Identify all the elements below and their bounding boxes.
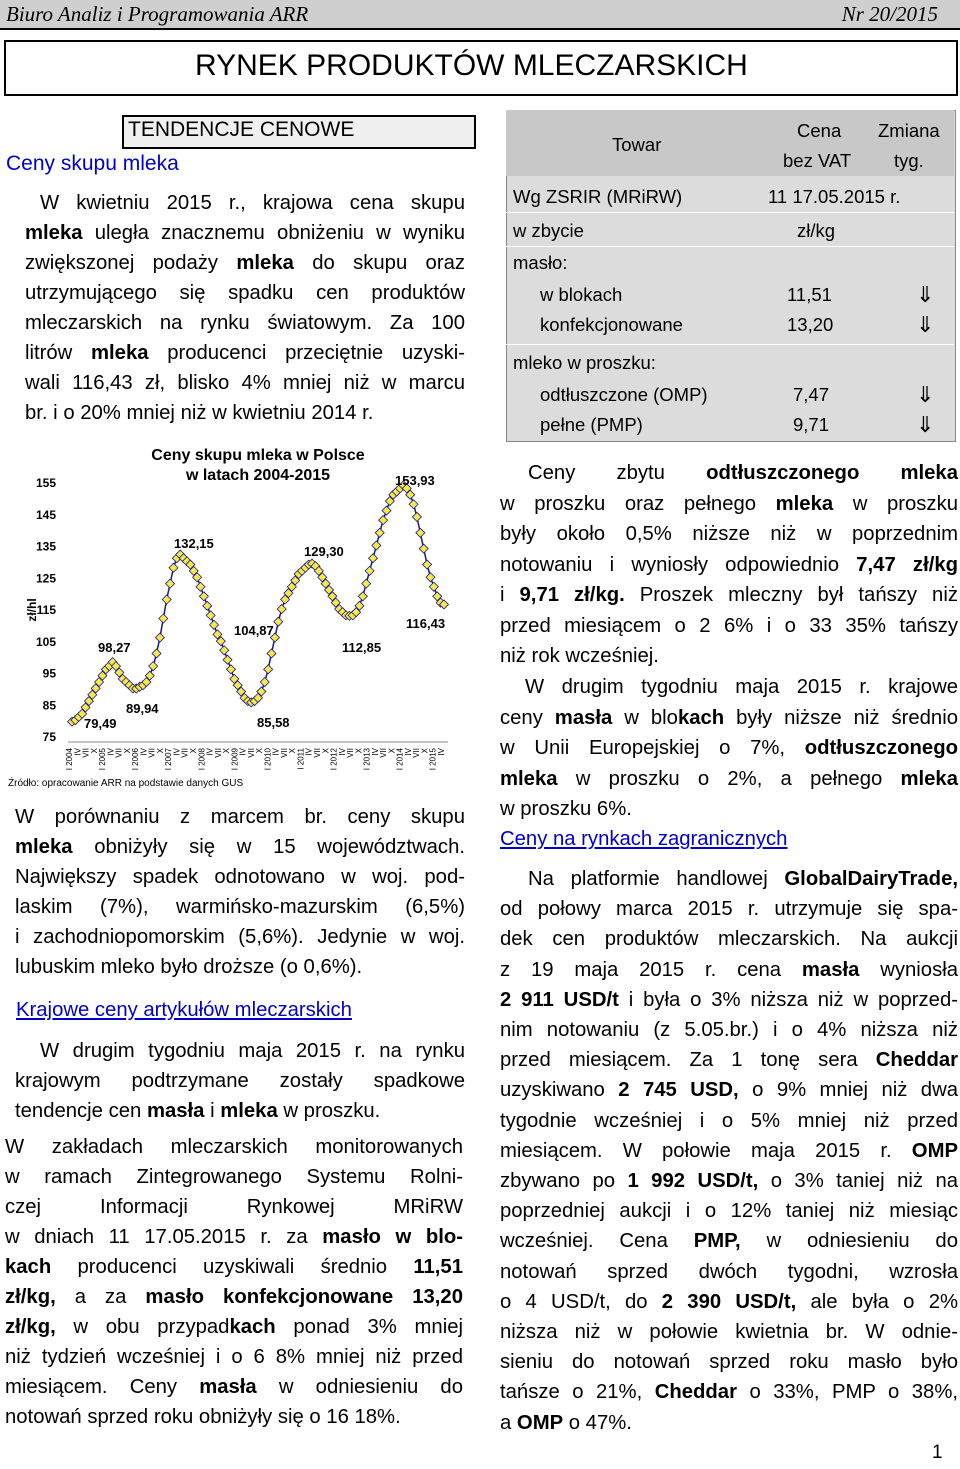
data-label: 98,27 bbox=[98, 640, 131, 655]
data-label: 132,15 bbox=[174, 536, 214, 551]
data-point bbox=[423, 560, 432, 569]
text-line: mleka w proszku o 2%, a pełnego mleka bbox=[500, 767, 958, 790]
row-value: 9,71 bbox=[793, 414, 830, 435]
y-tick-label: 85 bbox=[42, 698, 56, 713]
text-line: zwiększonej podaży mleka do skupu oraz bbox=[25, 252, 465, 274]
text-line: miesiącem. Ceny masła w odniesieniu do bbox=[5, 1376, 463, 1398]
data-point bbox=[274, 617, 283, 626]
divider bbox=[506, 246, 954, 247]
text-line: miesiącem. W połowie maja 2015 r. OMP bbox=[500, 1139, 958, 1162]
y-tick-label: 105 bbox=[35, 634, 56, 649]
text-line: Największy spadek odnotowano w woj. pod- bbox=[15, 866, 465, 888]
text-line: laskim (7%), warmińsko-mazurskim (6,5%) bbox=[15, 896, 465, 918]
text-line: z 19 maja 2015 r. cena masła wyniosła bbox=[500, 958, 958, 981]
col-cena: Cena bbox=[797, 120, 842, 141]
x-tick-label: VII bbox=[246, 748, 256, 758]
data-point bbox=[203, 601, 212, 610]
data-point bbox=[379, 516, 388, 525]
x-tick-label: IV bbox=[238, 748, 248, 756]
text-line: notowań sprzed dwóch tygodni, wzrosła bbox=[500, 1260, 958, 1283]
col-zmiana: Zmiana bbox=[878, 120, 940, 141]
text-line: krajowym podtrzymane zostały spadkowe bbox=[15, 1070, 465, 1092]
row-label: pełne (PMP) bbox=[540, 414, 643, 435]
x-tick-label: X bbox=[387, 748, 397, 754]
data-point bbox=[267, 649, 276, 658]
x-tick-label: X bbox=[255, 748, 265, 754]
text-line: Ceny zbytu odtłuszczonego mleka bbox=[528, 462, 958, 484]
text-line: w Unii Europejskiej o 7%, odtłuszczonego bbox=[500, 737, 958, 759]
text-line: ceny masła w blokach były niższe niż średnio bbox=[500, 706, 958, 729]
text-line: W zakładach mleczarskich monitorowanych bbox=[5, 1136, 463, 1158]
data-point bbox=[375, 528, 384, 537]
x-tick-label: VII bbox=[379, 748, 389, 758]
x-tick-label: IV bbox=[172, 748, 182, 756]
x-tick-label: IV bbox=[337, 748, 347, 756]
row-value: 7,47 bbox=[793, 384, 830, 405]
text-line: niż tydzień wcześniej i o 6 8% mniej niż przed bbox=[5, 1346, 463, 1368]
text-line: a OMP o 47%. bbox=[500, 1411, 632, 1434]
text-line: W porównaniu z marcem br. ceny skupu bbox=[15, 806, 465, 828]
x-tick-label: I 2009 bbox=[230, 748, 240, 771]
group-butter: masło: bbox=[513, 252, 568, 273]
data-label: 116,43 bbox=[406, 616, 446, 631]
data-point bbox=[223, 655, 232, 664]
text-line: litrów mleka producenci przeciętnie uzyski- bbox=[25, 342, 465, 364]
x-tick-label: I 2015 bbox=[428, 748, 438, 771]
down-arrow-icon: ⇓ bbox=[916, 382, 935, 407]
x-tick-label: X bbox=[155, 748, 165, 754]
data-point bbox=[260, 678, 269, 687]
data-label: 153,93 bbox=[395, 473, 435, 488]
text-line: 2 911 USD/t i była o 3% niższa niż w poprzed- bbox=[500, 988, 958, 1011]
banner-title: RYNEK PRODUKTÓW MLECZARSKICH bbox=[195, 49, 748, 82]
x-tick-label: X bbox=[420, 748, 430, 754]
x-tick-label: VII bbox=[412, 748, 422, 758]
header-right: Nr 20/2015 bbox=[841, 2, 938, 26]
x-tick-label: VII bbox=[147, 748, 157, 758]
chart-source: Źródło: opracowanie ARR na podstawie danych GUS bbox=[8, 778, 244, 789]
y-tick-label: 155 bbox=[35, 476, 56, 490]
text-line: zbywano po 1 992 USD/t, o 3% taniej niż na bbox=[500, 1170, 958, 1192]
header-left: Biuro Analiz i Programowania ARR bbox=[6, 2, 309, 26]
x-tick-label: IV bbox=[304, 748, 314, 756]
text-line: poprzedniej aukcji i o 12% taniej niż miesiąc bbox=[500, 1200, 958, 1223]
data-point bbox=[220, 646, 229, 655]
x-tick-label: VII bbox=[81, 748, 91, 758]
text-line: W drugim tygodniu maja 2015 r. krajowe bbox=[525, 676, 958, 698]
heading-foreign: Ceny na rynkach zagranicznych bbox=[500, 828, 788, 850]
row-value: 13,20 bbox=[787, 314, 834, 335]
running-header bbox=[0, 0, 960, 30]
data-point bbox=[429, 582, 438, 591]
text-line: i zachodniopomorskim (5,6%). Jedynie w woj. bbox=[15, 926, 465, 948]
data-label: 129,30 bbox=[304, 544, 344, 559]
table-date: 11 17.05.2015 r. bbox=[768, 186, 901, 207]
text-line: przed miesiącem o 2 6% i o 33 35% tańszy bbox=[500, 614, 958, 637]
text-line: utrzymującego się spadku cen produktów bbox=[25, 282, 465, 304]
text-line: tygodnie wcześniej i o 5% mniej niż przed bbox=[500, 1109, 958, 1132]
x-tick-label: VII bbox=[279, 748, 289, 758]
text-line: W drugim tygodniu maja 2015 r. na rynku bbox=[40, 1040, 465, 1062]
text-line: zł/kg, w obu przypadkach ponad 3% mniej bbox=[5, 1316, 463, 1338]
text-line: wcześniej. Cena PMP, w odniesieniu do bbox=[500, 1230, 958, 1253]
page-number: 1 bbox=[932, 1442, 943, 1463]
x-tick-label: X bbox=[354, 748, 364, 754]
y-tick-label: 115 bbox=[36, 603, 56, 617]
data-point bbox=[196, 582, 205, 591]
x-tick-label: I 2010 bbox=[263, 748, 273, 771]
text-line: niższa niż w połowie kwietnia br. W odnie- bbox=[500, 1321, 958, 1343]
x-tick-label: VII bbox=[346, 748, 356, 758]
x-tick-label: IV bbox=[73, 748, 83, 756]
divider bbox=[506, 344, 954, 345]
text-line: w ramach Zintegrowanego Systemu Rolni- bbox=[5, 1166, 463, 1188]
x-tick-label: IV bbox=[205, 748, 215, 756]
x-tick-label: I 2014 bbox=[395, 748, 405, 771]
data-label: 104,87 bbox=[234, 623, 274, 638]
y-tick-label: 125 bbox=[35, 571, 56, 586]
x-tick-label: X bbox=[189, 748, 198, 754]
col-towar: Towar bbox=[612, 134, 662, 155]
text-line: zł/kg, a za masło konfekcjonowane 13,20 bbox=[5, 1286, 463, 1308]
text-line: czej Informacji Rynkowej MRiRW bbox=[5, 1196, 463, 1218]
data-point bbox=[162, 595, 171, 604]
x-tick-label: I 2013 bbox=[362, 748, 372, 771]
x-tick-label: I 2012 bbox=[329, 748, 339, 771]
y-tick-label: 95 bbox=[42, 666, 56, 681]
text-line: tendencje cen masła i mleka w proszku. bbox=[15, 1100, 381, 1122]
text-line: W kwietniu 2015 r., krajowa cena skupu bbox=[40, 192, 465, 214]
x-tick-label: VII bbox=[180, 748, 190, 758]
divider bbox=[506, 212, 954, 213]
y-tick-label: 135 bbox=[35, 539, 56, 554]
text-line: mleka uległa znacznemu obniżeniu w wyniku bbox=[25, 222, 465, 244]
data-label: 89,94 bbox=[126, 701, 159, 716]
chart-title: Ceny skupu mleka w Polsce bbox=[151, 447, 365, 464]
x-tick-label: IV bbox=[106, 748, 116, 756]
heading-domestic: Krajowe ceny artykułów mleczarskich bbox=[16, 999, 352, 1021]
data-point bbox=[210, 620, 219, 629]
x-tick-label: VII bbox=[313, 748, 322, 758]
text-line: mleka obniżyły się w 15 województwach. bbox=[15, 836, 465, 858]
text-line: były około 0,5% niższe niż w poprzednim bbox=[500, 523, 958, 545]
heading-milk: Ceny skupu mleka bbox=[6, 152, 179, 175]
text-line: i 9,71 zł/kg. Proszek mleczny był tańszy niż bbox=[500, 584, 958, 606]
row-label: odtłuszczone (OMP) bbox=[540, 384, 708, 405]
text-line: w dniach 11 17.05.2015 r. za masło w blo- bbox=[5, 1226, 464, 1248]
data-point bbox=[362, 579, 371, 588]
text-line: tańsze o 21%, Cheddar o 33%, PMP o 38%, bbox=[500, 1381, 958, 1404]
chart-subtitle: w latach 2004-2015 bbox=[185, 467, 331, 484]
x-tick-label: IV bbox=[139, 748, 149, 756]
data-point bbox=[372, 541, 381, 550]
text-line: niż rok wcześniej. bbox=[500, 645, 659, 667]
text-line: w proszku 6%. bbox=[500, 798, 632, 820]
data-label: 112,85 bbox=[342, 640, 382, 655]
table-source: Wg ZSRIR (MRiRW) bbox=[513, 186, 683, 207]
data-point bbox=[264, 665, 273, 674]
text-line: lubuskim mleko było droższe (o 0,6%). bbox=[15, 956, 363, 978]
data-point bbox=[199, 592, 208, 601]
text-line: od połowy marca 2015 r. utrzymuje się spa- bbox=[500, 898, 958, 921]
x-tick-label: I 2006 bbox=[131, 748, 141, 771]
data-point bbox=[169, 563, 178, 572]
col-zmiana-sub: tyg. bbox=[894, 150, 924, 171]
x-tick-label: IV bbox=[271, 748, 281, 756]
text-line: mleczarskich na rynku światowym. Za 100 bbox=[25, 312, 465, 334]
data-label: 79,49 bbox=[84, 716, 117, 731]
data-label: 85,58 bbox=[257, 715, 290, 730]
data-point bbox=[409, 500, 418, 509]
data-point bbox=[416, 528, 425, 537]
text-line: br. i o 20% mniej niż w kwietniu 2014 r. bbox=[25, 402, 374, 424]
x-tick-label: I 2011 bbox=[296, 748, 306, 770]
text-line: nim notowaniu (z 5.05.br.) i o 4% niższa niż bbox=[500, 1019, 958, 1041]
text-line: notowań sprzed roku obniżyły się o 16 18%. bbox=[5, 1406, 401, 1428]
x-tick-label: X bbox=[321, 748, 331, 754]
down-arrow-icon: ⇓ bbox=[916, 312, 935, 337]
down-arrow-icon: ⇓ bbox=[916, 412, 935, 437]
data-point bbox=[152, 649, 161, 658]
x-tick-label: I 2008 bbox=[197, 748, 207, 771]
group-powder: mleko w proszku: bbox=[513, 352, 656, 373]
x-tick-label: VII bbox=[213, 748, 223, 758]
x-tick-label: VII bbox=[114, 748, 124, 758]
row-value: 11,51 bbox=[787, 284, 832, 305]
text-line: Na platformie handlowej GlobalDairyTrade, bbox=[528, 868, 958, 890]
x-tick-label: IV bbox=[403, 748, 413, 756]
x-tick-label: X bbox=[288, 748, 298, 754]
text-line: sieniu do notowań sprzed roku masło było bbox=[500, 1351, 958, 1374]
data-point bbox=[368, 554, 377, 563]
text-line: dek cen produktów mleczarskich. Na aukcji bbox=[500, 928, 958, 951]
y-tick-label: 75 bbox=[42, 730, 56, 744]
down-arrow-icon: ⇓ bbox=[916, 282, 935, 307]
table-subhead: w zbycie bbox=[513, 220, 584, 241]
x-tick-label: X bbox=[122, 748, 132, 754]
x-tick-label: I 2007 bbox=[164, 748, 174, 771]
data-point bbox=[149, 662, 158, 671]
data-point bbox=[166, 579, 175, 588]
data-point bbox=[426, 573, 435, 582]
text-line: notowaniu i wyniosły odpowiednio 7,47 zł/kg bbox=[500, 553, 959, 576]
data-point bbox=[206, 611, 215, 620]
text-line: uzyskiwano 2 745 USD, o 9% mniej niż dwa bbox=[500, 1079, 958, 1102]
x-tick-label: I 2004 bbox=[65, 748, 74, 771]
data-point bbox=[412, 512, 421, 521]
row-label: w blokach bbox=[540, 284, 623, 305]
data-point bbox=[277, 605, 286, 614]
table-unit: zł/kg bbox=[797, 220, 836, 241]
x-tick-label: IV bbox=[437, 748, 446, 756]
text-line: w proszku oraz pełnego mleka w proszku bbox=[500, 492, 958, 515]
x-tick-label: I 2005 bbox=[98, 748, 108, 771]
text-line: o 4 USD/t, do 2 390 USD/t, ale była o 2% bbox=[500, 1290, 959, 1313]
data-point bbox=[155, 633, 164, 642]
row-label: konfekcjonowane bbox=[540, 314, 683, 335]
milk-price-chart bbox=[6, 440, 466, 790]
data-point bbox=[358, 592, 367, 601]
x-tick-label: IV bbox=[370, 748, 380, 756]
x-tick-label: X bbox=[89, 748, 99, 754]
data-point bbox=[382, 506, 391, 515]
data-point bbox=[159, 614, 168, 623]
x-tick-label: X bbox=[222, 748, 232, 754]
data-point bbox=[365, 566, 374, 575]
text-line: wali 116,43 zł, blisko 4% mniej niż w marcu bbox=[25, 372, 465, 394]
section-title: TENDENCJE CENOWE bbox=[128, 118, 355, 141]
data-point bbox=[226, 665, 235, 674]
y-tick-label: 145 bbox=[35, 507, 56, 522]
text-line: kach producenci uzyskiwali średnio 11,51 bbox=[5, 1256, 463, 1278]
y-axis-label: zł/hl bbox=[25, 598, 39, 622]
data-point bbox=[419, 544, 428, 553]
text-line: przed miesiącem. Za 1 tonę sera Cheddar bbox=[500, 1049, 958, 1072]
col-cena-sub: bez VAT bbox=[783, 150, 852, 171]
